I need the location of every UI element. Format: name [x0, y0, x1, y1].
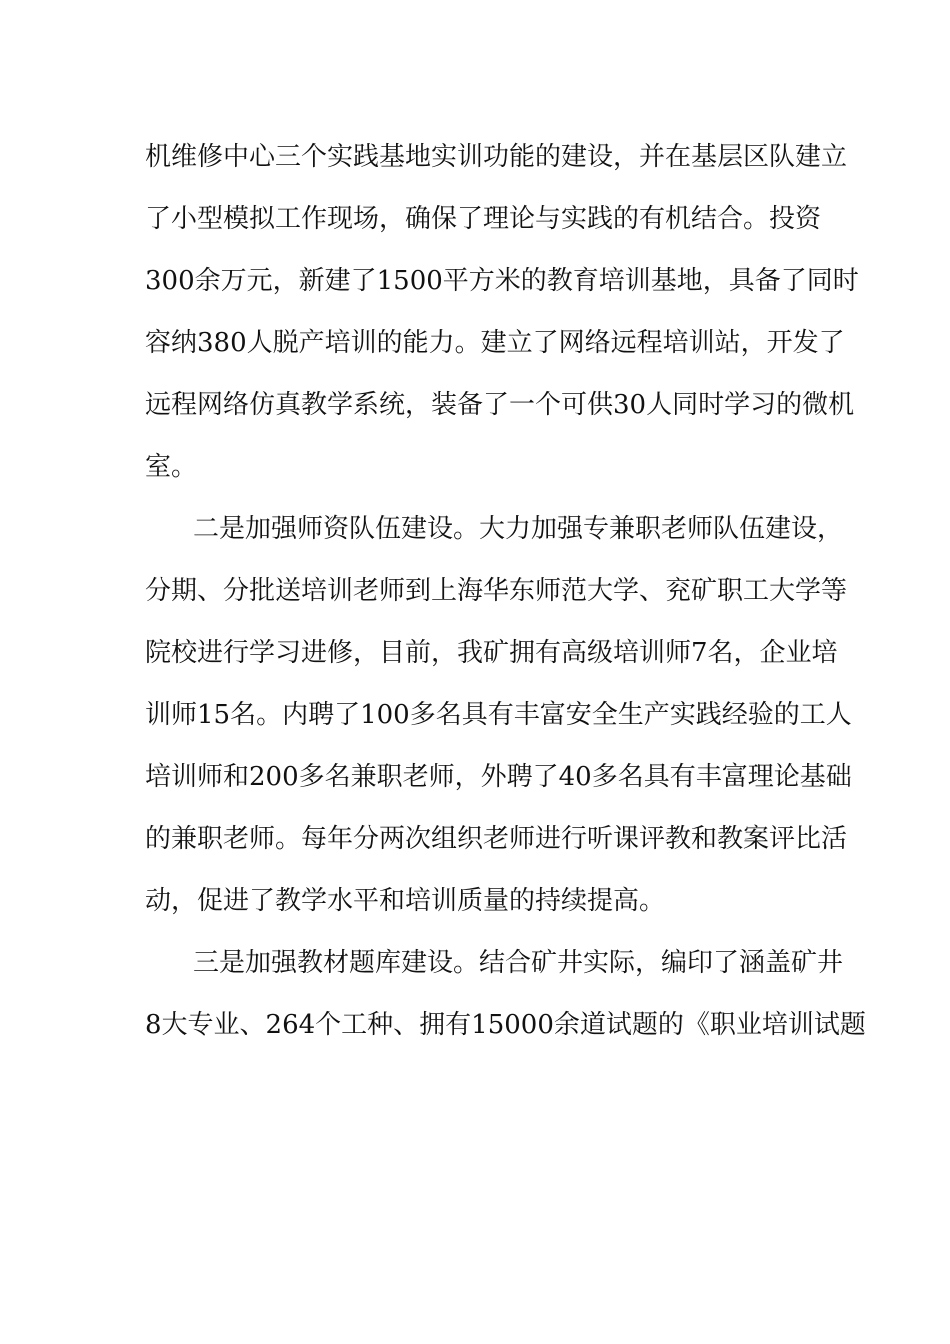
- text-line: 机维修中心三个实践基地实训功能的建设，并在基层区队建立: [145, 142, 848, 172]
- text-line: 分期、分批送培训老师到上海华东师范大学、兖矿职工大学等: [145, 576, 848, 606]
- text-line: 容纳380人脱产培训的能力。建立了网络远程培训站，开发了: [145, 328, 845, 358]
- text-line-content: 二是加强师资队伍建设。大力加强专兼职老师队伍建设，: [193, 514, 844, 544]
- text-line: 培训师和200多名兼职老师，外聘了40多名具有丰富理论基础: [145, 762, 852, 792]
- text-line-indented: [145, 932, 844, 994]
- paragraph-1: [145, 126, 859, 498]
- text-line: 院校进行学习进修，目前，我矿拥有高级培训师7名，企业培: [145, 638, 838, 668]
- text-line-indented: [145, 498, 844, 560]
- document-body: [145, 126, 866, 1056]
- text-line: 8大专业、264个工种、拥有15000余道试题的《职业培训试题: [145, 1010, 866, 1040]
- text-line-content: 三是加强教材题库建设。结合矿井实际，编印了涵盖矿井: [193, 948, 844, 978]
- text-line: 了小型模拟工作现场，确保了理论与实践的有机结合。投资: [145, 204, 822, 234]
- text-line: 的兼职老师。每年分两次组织老师进行听课评教和教案评比活: [145, 824, 848, 854]
- text-line: 室。: [145, 452, 198, 482]
- text-line: 300余万元，新建了1500平方米的教育培训基地，具备了同时: [145, 266, 859, 296]
- text-line: 训师15名。内聘了100多名具有丰富安全生产实践经验的工人: [145, 700, 852, 730]
- text-line: 远程网络仿真教学系统，装备了一个可供30人同时学习的微机: [145, 390, 855, 420]
- paragraph-2: [145, 498, 852, 932]
- paragraph-3: [145, 932, 866, 1056]
- text-line: 动，促进了教学水平和培训质量的持续提高。: [145, 886, 666, 916]
